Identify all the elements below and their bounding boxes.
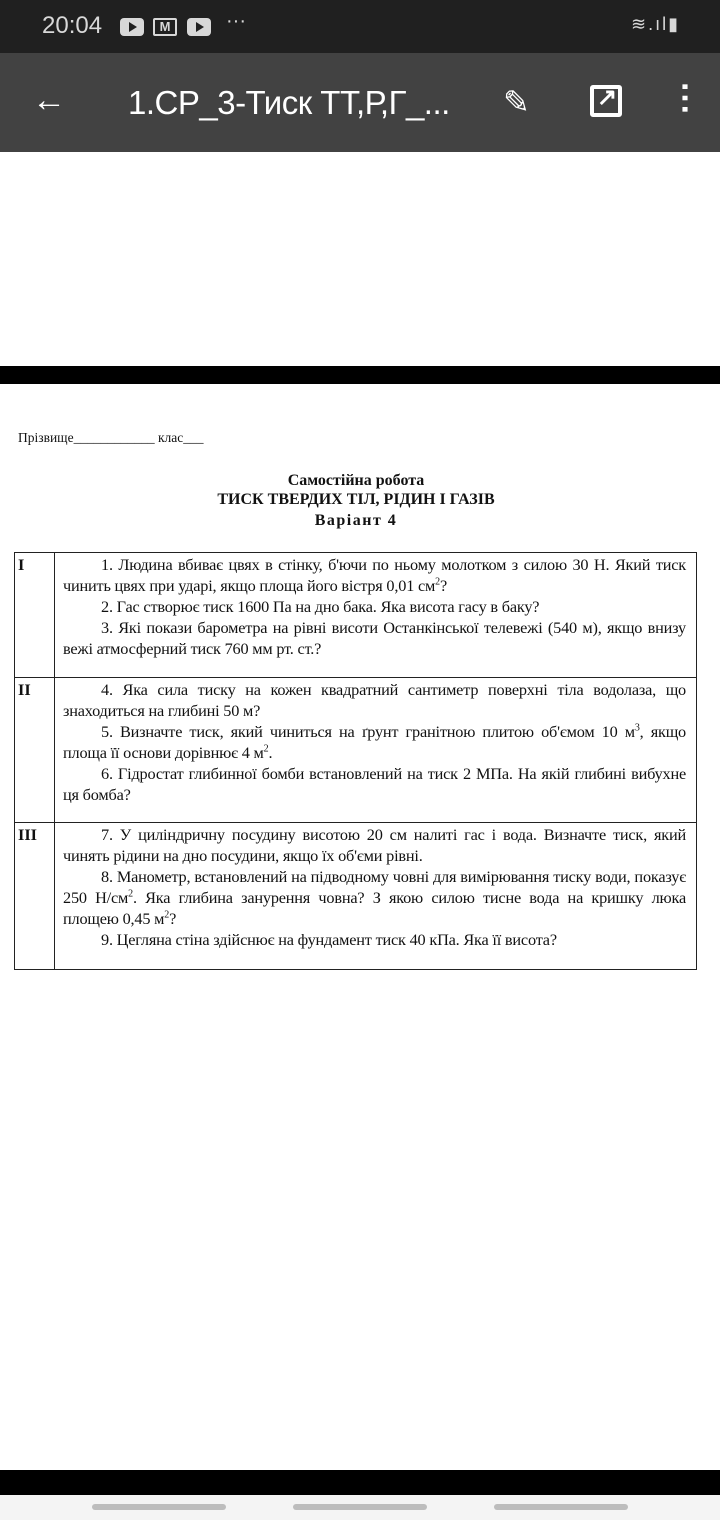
youtube-icon [120,18,144,36]
status-time: 20:04 [42,12,103,39]
navigation-bar [0,1495,720,1520]
system-status-icons [631,14,680,35]
heading-work: Самостійна робота [287,472,425,489]
app-bar [0,53,720,152]
more-options-button[interactable]: ⋯ [666,81,704,115]
youtube-icon [187,18,211,36]
question: 7. У циліндричну посудину висотою 20 см налиті гас і вода. Визначте тиск, який чинять рідини на дно посудини, якщо їх об'єми рівні. [63,825,686,865]
question: 1. Людина вбиває цвях в стінку, б'ючи по ньому молотком з силою 30 Н. Який тиск чинить цвях при ударі, якщо площа його вістря 0,01 $см^2$? [63,555,686,595]
question: 2. Гас створює тиск 1600 Па на дно бака. Яка висота гасу в баку? [101,597,540,616]
question: 8. Манометр, встановлений на підводному човні для вимірювання тиску води, показує 250 $Н/см^2$. Яка глибина занурення човна? З якою силою тисне вода на кришку люка площею 0,45 $м^2$? [63,867,686,928]
more-notifications-icon: ··· [226,10,246,32]
question: 4. Яка сила тиску на кожен квадратний сантиметр поверхні тіла водолаза, що знаходиться на глибині 50 м? [63,680,686,720]
question: 5. Визначте тиск, який чиниться на ґрунт гранітною плитою об'ємом 10 $м^3$, якщо площа її основи дорівнює 4 $м^2$. [63,722,686,762]
document-page[interactable] [0,384,720,1470]
table-row [15,553,697,678]
gmail-icon: M [153,18,177,36]
section-questions [55,678,697,823]
question: 9. Цегляна стіна здійснює на фундамент тиск 40 кПа. Яка її висота? [101,930,557,949]
wifi-icon: ≋ [630,14,649,34]
heading-variant: Варіант 4 [314,512,398,529]
section-questions [55,823,697,970]
open-external-button[interactable] [590,85,622,117]
name-line: Прізвище____________ клас___ [18,430,204,445]
tasks-table [14,552,697,970]
page-separator [0,366,720,384]
section-questions [55,553,697,678]
document-title: 1.СР_3-Тиск ТТ,Р,Г_... [128,84,450,121]
edit-button[interactable]: ✎ [503,84,530,120]
section-label: I [15,553,55,678]
signal-icon: .ıl [648,14,669,34]
page-separator [0,1470,720,1495]
table-row [15,678,697,823]
section-label: III [15,823,55,970]
table-row [15,823,697,970]
question: 3. Які покази барометра на рівні висоти Останкінської телевежі (540 м), якщо внизу вежі атмосферний тиск 760 мм рт. ст.? [63,618,686,658]
back-button[interactable]: ← [32,81,66,119]
question: 6. Гідростат глибинної бомби встановлений на тиск 2 МПа. На якій глибині вибухне ця бомба? [63,764,686,804]
status-bar [0,0,720,53]
heading-topic: ТИСК ТВЕРДИХ ТІЛ, РІДИН І ГАЗІВ [217,491,495,508]
battery-charging-icon: ▮ [668,14,680,34]
section-label: II [15,678,55,823]
nav-back-button[interactable] [494,1504,628,1510]
nav-recents-button[interactable] [92,1504,226,1510]
nav-home-button[interactable] [293,1504,427,1510]
